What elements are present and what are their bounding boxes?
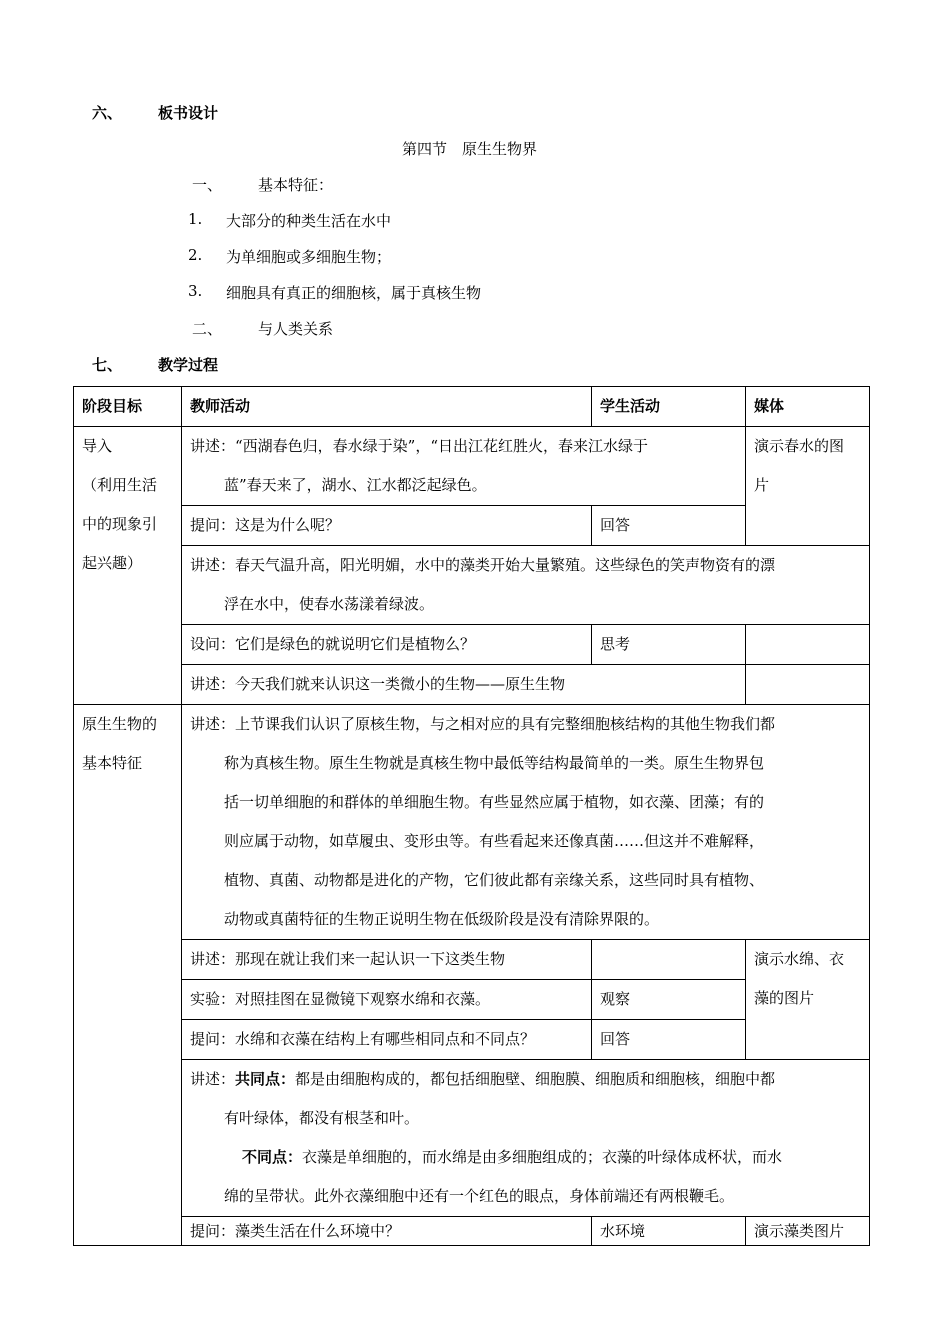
section6-number: 六、 [92, 104, 123, 122]
teacher-activity: 实验：对照挂图在显微镜下观察水绵和衣藻。 [182, 980, 592, 1020]
goal-line: 起兴趣） [82, 554, 143, 572]
teacher-activity: 讲述：今天我们就来认识这一类微小的生物——原生生物 [182, 665, 746, 705]
teacher-activity [182, 546, 870, 625]
teacher-activity: 讲述：那现在就让我们来一起认识一下这类生物 [182, 940, 592, 980]
board-sub2-number: 二、 [192, 320, 223, 338]
text-line [190, 1060, 861, 1099]
text-line: 藻的图片 [754, 989, 815, 1007]
board-sub1-number: 一、 [192, 176, 223, 194]
table-row [74, 625, 870, 665]
section7-number: 七、 [92, 356, 123, 374]
student-activity: 观察 [592, 980, 746, 1020]
text-line: 绵的呈带状。此外衣藻细胞中还有一个红色的眼点，身体前端还有两根鞭毛。 [224, 1187, 735, 1205]
board-item-text: 为单细胞或多细胞生物； [226, 248, 392, 266]
board-sub1: 基本特征： [258, 176, 334, 194]
table-row [74, 427, 870, 506]
teacher-activity: 提问：这是为什么呢？ [182, 506, 592, 546]
goal-intro [74, 427, 182, 705]
table-row [74, 546, 870, 625]
text-line: 演示春水的图 [754, 437, 845, 455]
table-row [74, 1060, 870, 1217]
media-cell [746, 665, 870, 705]
goal-line: 基本特征 [82, 754, 143, 772]
board-item-number: 2. [188, 246, 203, 264]
media-cell [746, 940, 870, 1060]
same-label: 共同点： [235, 1070, 296, 1088]
text-run: 都是由细胞构成的，都包括细胞壁、细胞膜、细胞质和细胞核，细胞中都 [295, 1070, 776, 1088]
text-line: 有叶绿体，都没有根茎和叶。 [224, 1109, 420, 1127]
text-line: 则应属于动物，如草履虫、变形虫等。有些看起来还像真菌……但这并不难解释， [224, 832, 765, 850]
media-cell: 演示藻类图片 [746, 1217, 870, 1246]
text-line: 称为真核生物。原生生物就是真核生物中最低等结构最简单的一类。原生生物界包 [224, 754, 765, 772]
section7-title: 教学过程 [158, 356, 219, 374]
goal-features [74, 705, 182, 1246]
section6-title: 板书设计 [158, 104, 219, 122]
text-line: 讲述：春天气温升高，阳光明媚，水中的藻类开始大量繁殖。这些绿色的笑声物资有的漂 [190, 556, 776, 574]
table-row [74, 705, 870, 940]
teacher-activity [182, 427, 746, 506]
text-line: 演示水绵、衣 [754, 950, 845, 968]
table-row [74, 940, 870, 980]
table-header-row [74, 387, 870, 427]
board-heading: 第四节 原生生物界 [402, 140, 538, 158]
board-item-number: 1. [188, 210, 203, 228]
text-line: 讲述：上节课我们认识了原核生物，与之相对应的具有完整细胞核结构的其他生物我们都 [190, 715, 776, 733]
student-activity: 回答 [592, 506, 746, 546]
text-line: 括一切单细胞的和群体的单细胞生物。有些显然应属于植物，如衣藻、团藻；有的 [224, 793, 765, 811]
student-activity: 回答 [592, 1020, 746, 1060]
diff-label: 不同点： [242, 1148, 303, 1166]
teaching-process-table [73, 386, 870, 1246]
teacher-activity [182, 705, 870, 940]
goal-line: 中的现象引 [82, 515, 158, 533]
teacher-activity: 提问：藻类生活在什么环境中？ [182, 1217, 592, 1246]
goal-line: 导入 [82, 437, 113, 455]
header-media: 媒体 [746, 387, 870, 427]
text-line: 动物或真菌特征的生物正说明生物在低级阶段是没有清除界限的。 [224, 910, 660, 928]
table-row [74, 1217, 870, 1246]
student-activity: 思考 [592, 625, 746, 665]
student-activity [592, 940, 746, 980]
media-cell [746, 427, 870, 546]
text-line: 蓝”春天来了，湖水、江水都泛起绿色。 [224, 476, 487, 494]
header-teacher: 教师活动 [182, 387, 592, 427]
teacher-activity: 提问：水绵和衣藻在结构上有哪些相同点和不同点？ [182, 1020, 592, 1060]
board-item-number: 3. [188, 282, 203, 300]
student-activity: 水环境 [592, 1217, 746, 1246]
header-goal: 阶段目标 [74, 387, 182, 427]
board-item-text: 大部分的种类生活在水中 [226, 212, 392, 230]
table-row [74, 665, 870, 705]
text-run: 衣藻是单细胞的，而水绵是由多细胞组成的；衣藻的叶绿体成杯状，而水 [302, 1148, 783, 1166]
goal-line: （利用生活 [82, 476, 158, 494]
text-line: 讲述：“西湖春色归，春水绿于染”，“日出江花红胜火，春来江水绿于 [190, 437, 649, 455]
text-line: 浮在水中，使春水荡漾着绿波。 [224, 595, 435, 613]
header-student: 学生活动 [592, 387, 746, 427]
text-line: 植物、真菌、动物都是进化的产物，它们彼此都有亲缘关系，这些同时具有植物、 [224, 871, 765, 889]
teacher-activity [182, 1060, 870, 1217]
board-sub2: 与人类关系 [258, 320, 334, 338]
text-line: 片 [754, 476, 770, 494]
text-prefix: 讲述： [190, 1070, 236, 1088]
goal-line: 原生生物的 [82, 715, 158, 733]
board-item-text: 细胞具有真正的细胞核，属于真核生物 [226, 284, 482, 302]
text-line [190, 1138, 861, 1177]
media-cell [746, 625, 870, 665]
teacher-activity: 设问：它们是绿色的就说明它们是植物么？ [182, 625, 592, 665]
